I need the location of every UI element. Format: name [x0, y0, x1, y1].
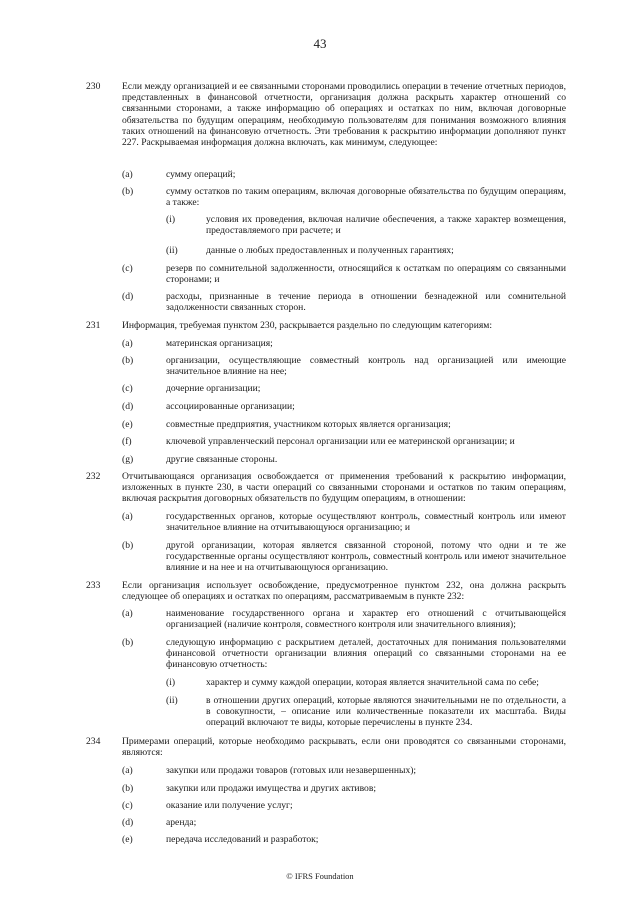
paragraph-number: 234 — [86, 736, 101, 747]
paragraph-text: Если организация использует освобождение, предусмотренное пунктом 232, она должна раскрыть следующее об операциях и остатках по операциям, рассматриваемым в пункте 232: — [122, 580, 566, 603]
paragraph-number: 233 — [86, 580, 101, 591]
paragraph-text: Отчитывающаяся организация освобождается от применения требований к раскрытию информации, изложенных в пункте 230, в части операций со связанными сторонами и остатков по таким операциям, включая раскрытия договорных обязательств по будущим операциям, в отношении: — [122, 471, 566, 505]
paragraph-text: Примерами операций, которые необходимо раскрывать, если они проводятся со связанными сторонами, являются: — [122, 736, 566, 759]
paragraph-number: 232 — [86, 471, 101, 482]
paragraph-number: 230 — [86, 81, 101, 92]
paragraph-number: 231 — [86, 320, 101, 331]
paragraph-text: Если между организацией и ее связанными сторонами проводились операции в течение отчетных периодов, представленных в финансовой отчетности, организация должна раскрыть характер отношений со связанными сторонами, а также информацию об операциях и остатках по ним, включая договорные обязательства по будущим операциям, необходимую пользователям для понимания возможного влияния таких отношений на финансовую отчетность. Эти требования к раскрытию информации дополняют пункт 227. Раскрываемая информация должна включать, как минимум, следующее: — [122, 81, 566, 149]
document-page: 43 230 Если между организацией и ее связанными сторонами проводились операции в течение отчетных периодов, представленных в финансовой отчетности, организация должна раскрыть характер отношений со связанными сторонами, а также информацию об операциях и остатках по ним, включая договорные обязательства по будущим операциям, необходимую пользователям для понимания возможного влияния таких отношений на финансовую отчетность. Эти требования к раскрытию информации дополняют пункт 227. Раскрываемая информация должна включать, как минимум, следующее: (a) сумму операций; (b) сумму остатков по таким операциям, включая договорные обязательства по будущим операциям, а также: (i) условия их проведения, включая наличие обеспечения, а также характер возмещения, предоставляемого при расчете; и (ii) данные о любых предоставленных и полученных гарантиях; (c) резерв по сомнительной задолженности, относящийся к остаткам по операциям со связанными сторонами; и (d) расходы, признанные в течение периода в отношении безнадежной или сомнительной задолженности связанных сторон. 231 Информация, требуемая пунктом 230, раскрывается раздельно по следующим категориям: (a) материнская организация; (b) организации, осуществляющие совместный контроль над организацией или имеющие значительное влияние на нее; (c) дочерние организации; (d) ассоциированные организации; (e) совместные предприятия, участником которых является организация; (f) ключевой управленческий персонал организации или ее материнской организации; и (g) другие связанные стороны. 232 Отчитывающаяся организация освобождается от применения требований к раскрытию информации, изложенных в пункте 230, в части операций со связанными сторонами и остатков по таким операциям, включая раскрытия договорных обязательств по будущим операциям, в отношении: (a) государственных органов, которые осуществляют контроль, совместный контроль или имеют значительное влияние на отчитывающуюся организацию; и (b) другой организации, которая является связанной стороной, потому что одни и те же государственные органы осуществляют контроль, совместный контроль или имеют значительное влияние и на нее и на отчитывающуюся организацию. 233 Если организация использует освобождение, предусмотренное пунктом 232, она должна раскрыть следующее об операциях и остатках по операциям, рассматриваемым в пункте 232: (a) наименование государственного органа и характер его отношений с отчитывающейся организацией (наличие контроля, совместного контроля или значительного влияния); (b) следующую информацию с раскрытием деталей, достаточных для понимания пользователями финансовой отчетности организации влияния операций со связанными сторонами на ее финансовую отчетность: (i) характер и сумму каждой операции, которая является значительной сама по себе; (ii) в отношении других операций, которые являются значительными не по отдельности, а в совокупности, – описание или количественные показатели их масштаба. Виды операций включают те виды, которые перечислены в пункте 234. 234 Примерами операций, которые необходимо раскрывать, если они проводятся со связанными сторонами, являются: (a) закупки или продажи товаров (готовых или незавершенных); (b) закупки или продажи имущества и других активов; (c) оказание или получение услуг; (d) аренда; (e) передача исследований и разработок; © IFRS Foundation — [0, 0, 640, 905]
paragraph-text: Информация, требуемая пунктом 230, раскрывается раздельно по следующим категориям: — [122, 320, 492, 331]
copyright-footer: © IFRS Foundation — [286, 871, 354, 881]
page-number: 43 — [313, 36, 327, 51]
